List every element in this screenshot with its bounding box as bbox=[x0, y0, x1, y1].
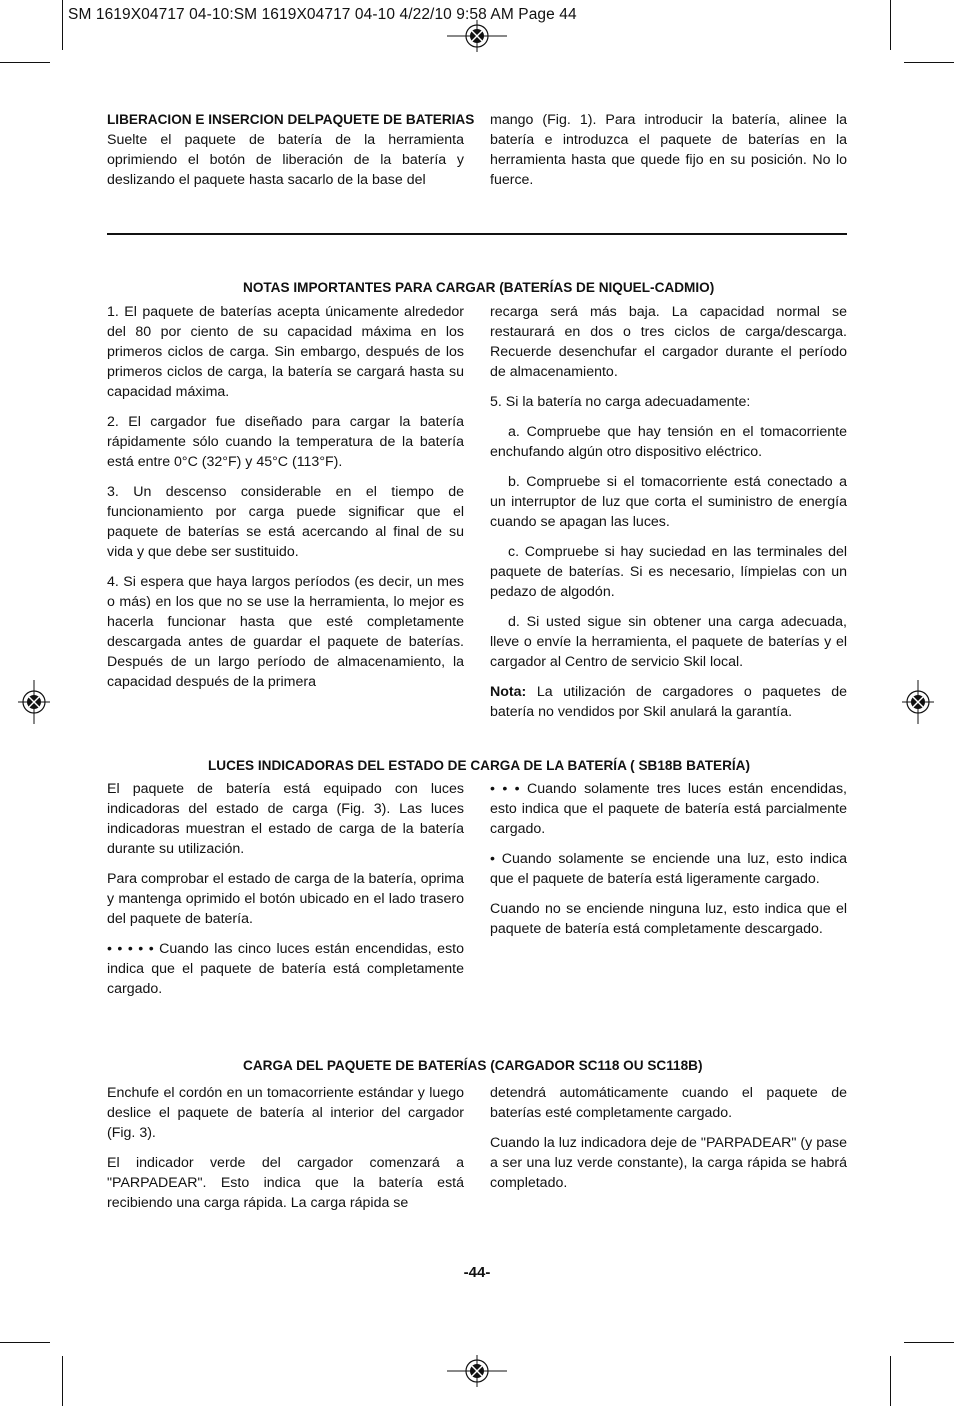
section-release-right bbox=[490, 110, 847, 190]
paragraph: Cuando la luz indicadora deje de "PARPADEAR" (y pase a ser una luz verde constante), la carga rápida se habrá completado. bbox=[490, 1135, 847, 1191]
section-lights-left bbox=[107, 779, 464, 999]
crop-mark bbox=[904, 1342, 954, 1343]
crop-mark bbox=[904, 62, 954, 63]
nota-label: Nota: bbox=[490, 684, 527, 700]
section-heading-indicator-lights: LUCES INDICADORAS DEL ESTADO DE CARGA DE LA BATERÍA ( SB18B BATERÍA) bbox=[208, 758, 751, 773]
paragraph: • • • • • Cuando las cinco luces están encendidas, esto indica que el paquete de batería está completamente cargado. bbox=[107, 941, 464, 997]
paragraph: El paquete de batería está equipado con luces indicadoras del estado de carga (Fig. 3). Las luces indicadoras muestran el estado de carga de la batería durante su utilización. bbox=[107, 781, 464, 857]
registration-mark-icon bbox=[902, 680, 934, 724]
section-notes-right bbox=[490, 302, 847, 722]
paragraph: Cuando no se enciende ninguna luz, esto indica que el paquete de batería está completamente descargado. bbox=[490, 901, 847, 937]
paragraph: • • • Cuando solamente tres luces están encendidas, esto indica que el paquete de batería está parcialmente cargado. bbox=[490, 781, 847, 837]
section-charging-right bbox=[490, 1083, 847, 1193]
paragraph: Para comprobar el estado de carga de la batería, oprima y mantenga oprimido el botón ubicado en el lado trasero del paquete de batería. bbox=[107, 871, 464, 927]
nota-paragraph bbox=[490, 682, 847, 722]
paragraph: b. Compruebe si el tomacorriente está conectado a un interruptor de luz que corta el suministro de energía cuando se apagan las luces. bbox=[490, 474, 847, 530]
nota-text: La utilización de cargadores o paquetes de batería no vendidos por Skil anulará la garantía. bbox=[490, 684, 847, 720]
section-lights-right bbox=[490, 779, 847, 939]
paragraph: c. Compruebe si hay suciedad en las terminales del paquete de baterías. Si es necesario, límpielas con un pedazo de algodón. bbox=[490, 544, 847, 600]
crop-mark bbox=[62, 1356, 63, 1406]
section-notes-left bbox=[107, 302, 464, 692]
paragraph: Suelte el paquete de batería de la herramienta oprimiendo el botón de liberación de la batería y deslizando el paquete hasta sacarlo de la base del bbox=[107, 132, 464, 188]
registration-mark-icon bbox=[18, 680, 50, 724]
paragraph: 2. El cargador fue diseñado para cargar la batería rápidamente sólo cuando la temperatura de la batería está entre 0°C (32°F) y 45°C (113°F). bbox=[107, 414, 464, 470]
crop-mark bbox=[62, 0, 63, 50]
paragraph: Enchufe el cordón en un tomacorriente estándar y luego deslice el paquete de batería al interior del cargador (Fig. 3). bbox=[107, 1085, 464, 1141]
paragraph: El indicador verde del cargador comenzará a "PARPADEAR". Esto indica que la batería está recibiendo una carga rápida. La carga rápida se bbox=[107, 1155, 464, 1211]
registration-mark-icon bbox=[447, 1355, 507, 1387]
slug-line: SM 1619X04717 04-10:SM 1619X04717 04-10 4/22/10 9:58 AM Page 44 bbox=[68, 6, 577, 23]
paragraph: • Cuando solamente se enciende una luz, esto indica que el paquete de batería está ligeramente cargado. bbox=[490, 851, 847, 887]
paragraph: mango (Fig. 1). Para introducir la batería, alinee la batería e introduzca el paquete de baterías en la herramienta hasta que quede fijo en su posición. No lo fuerce. bbox=[490, 112, 847, 188]
registration-mark-icon bbox=[447, 20, 507, 52]
paragraph: 4. Si espera que haya largos períodos (es decir, un mes o más) en los que no se use la herramienta, lo mejor es hacerla funcionar hasta que esté completamente descargada antes de guardar el paquete de baterías. Después de un largo período de almacenamiento, la capacidad después de la primera bbox=[107, 574, 464, 690]
horizontal-rule bbox=[107, 233, 847, 235]
paragraph: detendrá automáticamente cuando el paquete de baterías esté completamente cargado. bbox=[490, 1085, 847, 1121]
paragraph: 3. Un descenso considerable en el tiempo de funcionamiento por carga puede significar que el paquete de baterías se está acercando al final de su vida y que debe ser sustituido. bbox=[107, 484, 464, 560]
crop-mark bbox=[890, 0, 891, 50]
section-release-left bbox=[107, 110, 475, 190]
section-heading-charging-notes: NOTAS IMPORTANTES PARA CARGAR (BATERÍAS DE NIQUEL-CADMIO) bbox=[243, 280, 715, 295]
paragraph: d. Si usted sigue sin obtener una carga adecuada, lleve o envíe la herramienta, el paquete de baterías y el cargador al Centro de servicio Skil local. bbox=[490, 614, 847, 670]
section-heading-release: LIBERACION E INSERCION DELPAQUETE DE BATERIAS bbox=[107, 112, 475, 127]
paragraph: 1. El paquete de baterías acepta únicamente alrededor del 80 por ciento de su capacidad máxima en los primeros ciclos de carga. Sin embargo, después de los primeros ciclos de carga, la batería se cargará hasta su capacidad máxima. bbox=[107, 304, 464, 400]
crop-mark bbox=[0, 1342, 50, 1343]
paragraph: 5. Si la batería no carga adecuadamente: bbox=[490, 394, 751, 410]
paragraph: recarga será más baja. La capacidad normal se restaurará en dos o tres ciclos de carga/descarga. Recuerde desenchufar el cargador durante el período de almacenamiento. bbox=[490, 304, 847, 380]
section-charging-left bbox=[107, 1083, 464, 1213]
section-heading-charging: CARGA DEL PAQUETE DE BATERÍAS (CARGADOR SC118 OU SC118B) bbox=[243, 1058, 703, 1073]
crop-mark bbox=[0, 62, 50, 63]
paragraph: a. Compruebe que hay tensión en el tomacorriente enchufando algún otro dispositivo eléctrico. bbox=[490, 424, 847, 460]
crop-mark bbox=[890, 1356, 891, 1406]
page-number: -44- bbox=[463, 1264, 491, 1281]
